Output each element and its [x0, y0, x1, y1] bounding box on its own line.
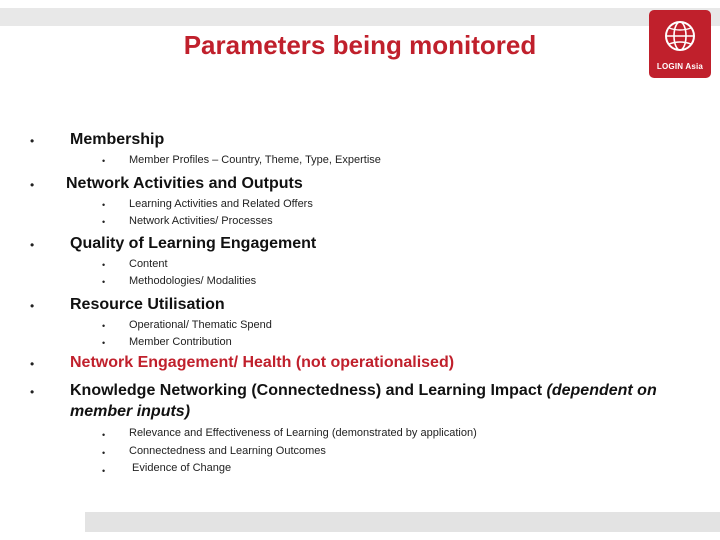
logo-text: LOGIN Asia — [656, 62, 704, 71]
sub-bullet: • — [102, 321, 106, 331]
sub-item: Member Profiles – Country, Theme, Type, Expertise — [129, 154, 381, 166]
bullet: • — [30, 238, 35, 252]
bullet: • — [30, 178, 35, 192]
sub-item: Connectedness and Learning Outcomes — [129, 445, 326, 457]
item-label: Membership — [70, 131, 165, 148]
login-asia-logo — [649, 10, 711, 78]
item-label: Resource Utilisation — [70, 296, 225, 313]
slide-title: Parameters being monitored — [183, 30, 537, 60]
sub-item: Operational/ Thematic Spend — [129, 319, 272, 331]
sub-item: Network Activities/ Processes — [129, 215, 273, 227]
sub-bullet: • — [102, 260, 106, 270]
sub-bullet: • — [102, 430, 106, 440]
item-label: Network Activities and Outputs — [66, 175, 303, 192]
sub-bullet: • — [102, 200, 106, 210]
sub-item: Evidence of Change — [129, 462, 232, 474]
bullet: • — [30, 357, 35, 371]
bullet: • — [30, 299, 35, 313]
sub-item: Relevance and Effectiveness of Learning (demonstrated by application) — [129, 427, 477, 439]
sub-item: Methodologies/ Modalities — [129, 275, 257, 287]
item-label-line — [70, 382, 657, 400]
item-label: Quality of Learning Engagement — [70, 235, 317, 252]
sub-bullet: • — [102, 156, 106, 166]
bullet: • — [30, 385, 35, 399]
sub-bullet: • — [102, 217, 106, 227]
bottom-band — [85, 512, 720, 532]
sub-bullet: • — [102, 277, 106, 287]
sub-item: Content — [129, 258, 168, 270]
top-band — [0, 8, 720, 26]
item-label-continued: member inputs) — [70, 403, 191, 420]
item-label: Knowledge Networking (Connectedness) and Learning Impact — [70, 382, 543, 399]
sub-item: Member Contribution — [129, 336, 232, 348]
sub-bullet: • — [102, 466, 106, 476]
globe-icon — [662, 18, 698, 54]
sub-bullet: • — [102, 448, 106, 458]
item-label-italic: (dependent on — [546, 382, 657, 399]
sub-bullet: • — [102, 338, 106, 348]
bullet: • — [30, 134, 35, 148]
item-label: Network Engagement/ Health (not operationalised) — [70, 354, 455, 371]
sub-item: Learning Activities and Related Offers — [129, 198, 313, 210]
